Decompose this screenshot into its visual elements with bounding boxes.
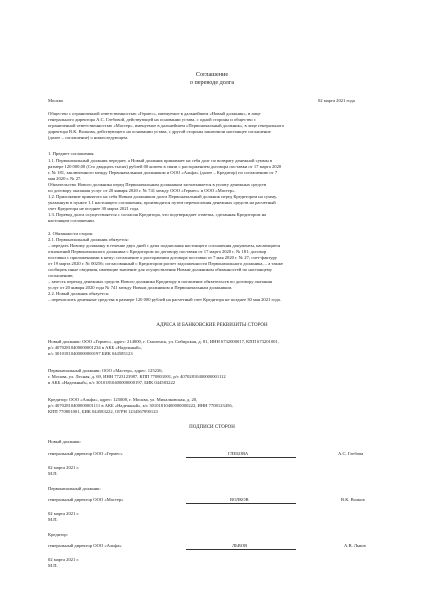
requisites-line: Новый должник: ООО «Гермес», адрес: 214000, г. Смоленск, ул. Сибирская, д. 81, ИНН 6732000017, КПП 673201001, (48, 339, 279, 344)
section-line: указанную в пункте 1.1 настоящего соглашения, производится путем перечисления денежных средств на расчетный (48, 200, 276, 205)
preamble-line: директора В.К. Волкова, действующего на основании устава, с другой стороны заключили настоящее соглашение (48, 129, 271, 134)
section-heading: 2. Обязанности сторон (48, 231, 93, 236)
requisites-line: р/с 40702810400000001234 в АКБ «Надежный», (48, 345, 142, 350)
signature-date: 02 марта 2021 г. (48, 465, 79, 470)
signature-line (186, 549, 296, 550)
section-line: размере 120 000,00 (Сто двадцать тысяч) рублей 00 копеек в связи с расторжением договора поставки от 17 марта 2020 (48, 164, 282, 169)
section-line: отношений Первоначального должника с Кредитором по договору поставки от 17 марта 2020 г. № 181: договор (48, 249, 267, 254)
section-line: г. № 181, заключенного между Первоначальным должником и ООО «Альфа» (далее – Кредитор) по соглашению от 7 (48, 170, 278, 175)
requisites-heading: АДРЕСА И БАНКОВСКИЕ РЕКВИЗИТЫ СТОРОН (156, 323, 268, 328)
signature-line (186, 503, 296, 504)
preamble-line: ограниченной ответственностью «Мастер», именуемое в дальнейшем «Первоначальный должник», в лице генерального (48, 123, 285, 128)
section-line: 2.1. Первоначальный должник обязуется: (48, 237, 129, 242)
section-line: 1.1. Первоначальный должник передает, а Новый должник принимает на себя долг по возврату денежной суммы в (48, 158, 273, 163)
preamble-line: генерального директора А.С. Глебовой, действующей на основании устава, с одной стороны и общество с (48, 117, 256, 122)
signature-position: генеральный директор ООО «Гермес» (48, 451, 123, 456)
section-line: Обязательство Нового должника перед Первоначальным должником засчитывается в уплату денежных средств (48, 182, 267, 187)
section-line: счет Кредитора не позднее 30 марта 2021 года. (48, 206, 140, 211)
document-date: 02 марта 2021 года (318, 98, 355, 103)
signature-position: генеральный директор ООО «Альфа» (48, 543, 122, 548)
stamp-place: М.П. (48, 471, 58, 476)
section-line: сообщить иные сведения, имеющие значение для осуществления Новым должником обязанностей по настоящему (48, 267, 272, 272)
document-subtitle: о переводе долга (189, 79, 235, 86)
section-line: соглашению; (48, 273, 74, 278)
signatory-name: В.К. Волков (341, 497, 365, 502)
signature-role: Кредитор: (48, 532, 68, 537)
requisites-line: КПП 770801001, БИК 044583222, ОГРН 1234567890123 (48, 409, 158, 414)
signature: ЛЬВОВ (232, 543, 248, 548)
section-heading: 1. Предмет соглашения (48, 151, 94, 156)
section-line: по договору оказания услуг от 20 января 2020 г. № 741 между ООО «Гермес» и ООО «Мастер». (48, 188, 236, 193)
section-line: 2.2. Новый должник обязуется: (48, 291, 109, 296)
stamp-place: М.П. (48, 517, 58, 522)
signatory-name: А.С. Глебова (338, 451, 364, 456)
section-line: от 19 марта 2020 г. № 00256; согласованный с Кредитором расчет задолженности Первоначального должника, – а также (48, 261, 283, 266)
requisites-line: р/с 40702810400000001111 в АКБ «Надежный», к/с 30101810400000000222, ИНН 7708123456, (48, 403, 233, 408)
signature: ГЛЕБОВА (228, 451, 249, 456)
section-line: поставки с приложениями к нему; соглашение о расторжении договора поставки от 7 мая 2020 г. № 27; счет-фактуру (48, 255, 278, 260)
signature: ВОЛКОВ (230, 497, 249, 502)
signatures-heading: ПОДПИСИ СТОРОН (189, 425, 235, 430)
signature-role: Первоначальный должник: (48, 486, 101, 491)
section-line: мая 2020 г. № 27. (48, 176, 82, 181)
signature-date: 02 марта 2021 г. (48, 557, 79, 562)
signature-role: Новый должник: (48, 439, 81, 444)
section-line: – передать Новому должнику в течение двух дней с даты подписания настоящего соглашения документы, касающиеся (48, 243, 281, 248)
requisites-line: Кредитор: ООО «Альфа», адрес: 125008, г. Москва, ул. Михалковская, д. 20, (48, 397, 198, 402)
signature-date: 02 марта 2021 г. (48, 511, 79, 516)
requisites-line: Первоначальный должник: ООО «Мастер», адрес: 125236, (48, 368, 163, 373)
section-line: – зачесть переход денежных средств Нового должника Кредитору в погашение обязательств по договору оказания (48, 279, 273, 284)
requisites-line: в АКБ «Надежный», к/с 30101810400000000197, БИК 044583222 (48, 380, 176, 385)
section-line: услуг от 20 января 2020 года № 741 между Новым должником и Первоначальным должником. (48, 285, 233, 290)
section-line: 1.3. Перевод долга осуществляется с согласия Кредитора, что подтверждает отметка, сделанная Кредитором на (48, 212, 267, 217)
section-line: 1.2. Приложение принятого на себя Новым должником долга Первоначальный должник перед Кредитором на сумму, (48, 194, 277, 199)
requisites-line: г. Москва, ул. Лесная, д. 69, ИНН 7723123987, КПП 770801001, р/с 40702810400000001112 (48, 374, 226, 379)
preamble-line: Общество с ограниченной ответственностью «Гермес», именуемое в дальнейшем «Новый должник», в лице (48, 111, 261, 116)
document-title: Соглашение (195, 71, 229, 78)
preamble-line: (далее – соглашение) о нижеследующем. (48, 135, 129, 140)
requisites-line: к/с 30101810400000000197 БИК 044585123 (48, 351, 133, 356)
section-line: настоящем соглашении. (48, 218, 95, 223)
section-line: – перечислить денежные средства в размере 120 000 рублей на расчетный счет Кредитора не позднее 30 мая 2021 года. (48, 297, 281, 302)
signatory-name: А.В. Львов (344, 543, 366, 548)
city: Москва (48, 98, 63, 103)
signature-line (186, 457, 296, 458)
signature-position: генеральный директор ООО «Мастер» (48, 497, 124, 502)
stamp-place: М.П. (48, 563, 58, 568)
